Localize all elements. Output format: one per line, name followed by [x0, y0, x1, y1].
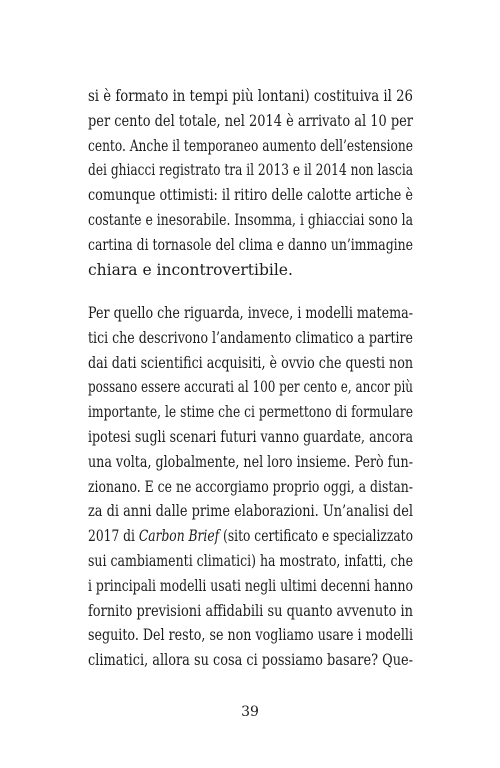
page-number: 39	[241, 704, 259, 720]
text-line: cartina di tornasole del clima e danno un’immagine	[88, 235, 413, 254]
text-line: i principali modelli usati negli ultimi decenni hanno	[88, 576, 413, 595]
text-line: seguito. Del resto, se non vogliamo usare i modelli	[88, 626, 413, 645]
text-line: comunque ottimisti: il ritiro delle calotte artiche è	[88, 186, 413, 205]
text-line: per cento del totale, nel 2014 è arrivato al 10 per	[88, 111, 413, 130]
text-line: chiara e incontrovertibile.	[88, 260, 293, 279]
text-line: dei ghiacci registrato tra il 2013 e il 2014 non lascia	[88, 161, 413, 180]
text-line-with-title	[88, 524, 413, 549]
text-line: una volta, globalmente, nel loro insieme. Però fun-	[88, 452, 413, 471]
text-fragment: 2017 di	[88, 527, 139, 546]
paragraph-2	[88, 301, 413, 673]
text-line: climatici, allora su cosa ci possiamo basare? Que-	[88, 651, 413, 670]
text-line: sui cambiamenti climatici) ha mostrato, infatti, che	[88, 551, 413, 570]
text-line: dai dati scientifici acquisiti, è ovvio che questi non	[88, 353, 413, 372]
text-line: tici che descrivono l’andamento climatico a partire	[88, 328, 413, 347]
text-line: importante, le stime che ci permettono di formulare	[88, 403, 413, 422]
text-line: si è formato in tempi più lontani) costituiva il 26	[88, 87, 413, 105]
text-line: possano essere accurati al 100 per cento e, ancor più	[88, 378, 413, 397]
text-line: fornito previsioni affidabili su quanto avvenuto in	[88, 601, 413, 620]
text-line: costante e inesorabile. Insomma, i ghiacciai sono la	[88, 210, 413, 229]
text-line: cento. Anche il temporaneo aumento dell’estensione	[88, 136, 413, 155]
text-line: Per quello che riguarda, invece, i modelli matema-	[88, 304, 413, 322]
paragraph-1	[88, 84, 413, 282]
text-line: za di anni dalle prime elaborazioni. Un’analisi del	[88, 502, 413, 521]
text-line: zionano. E ce ne accorgiamo proprio oggi, a distan-	[88, 477, 413, 496]
text-line: ipotesi sugli scenari futuri vanno guardate, ancora	[88, 427, 413, 446]
text-fragment: (sito certificato e specializzato	[219, 527, 413, 546]
publication-title: Carbon Brief	[138, 527, 220, 546]
